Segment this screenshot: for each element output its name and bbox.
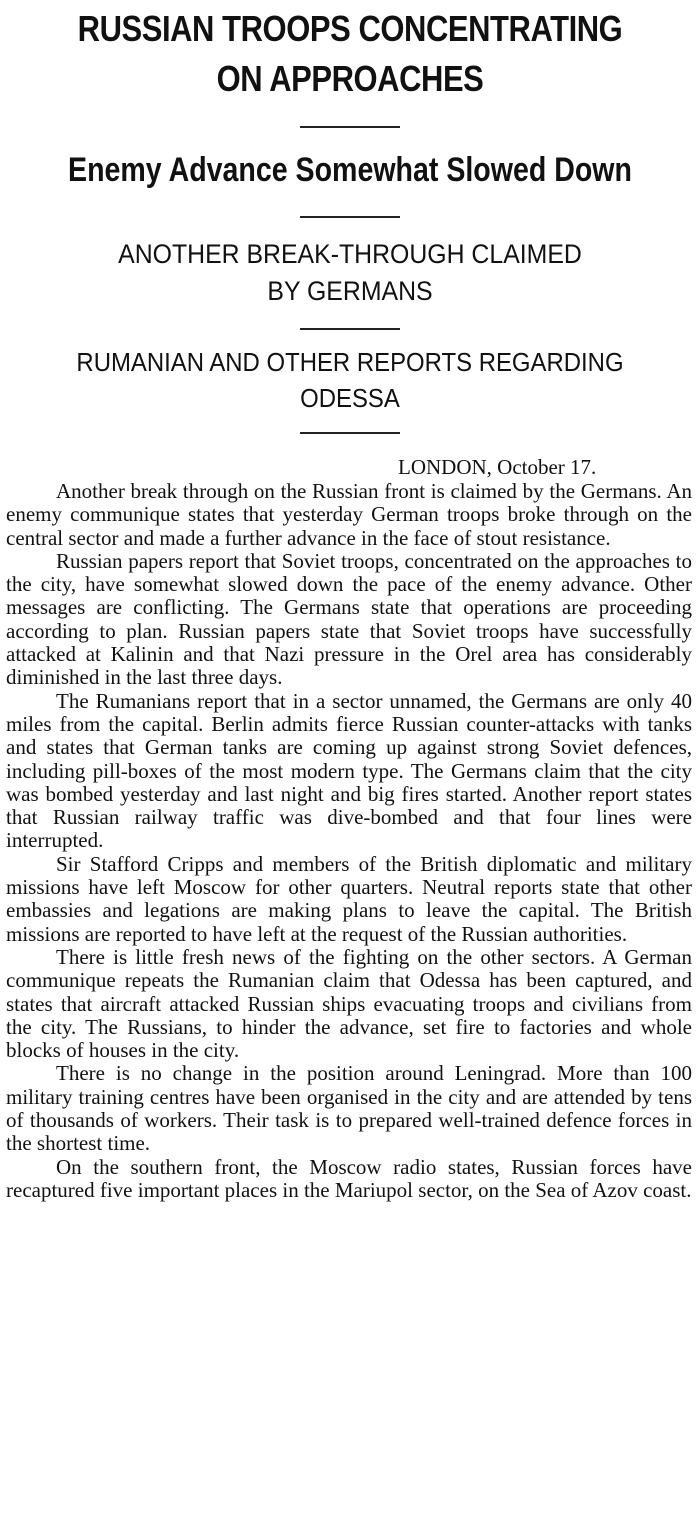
paragraph-6: There is no change in the position around Leningrad. More than 100 military training centres have been organised in the city and are attended by tens of thousands of workers. Their task is to prepared well-trained defence forces in the shortest time. [6,1061,692,1156]
divider-rule [300,328,400,330]
subheadline-2-line-2: BY GERMANS [267,276,433,306]
subheadline-3-block [6,344,694,416]
paragraph-2: Russian papers report that Soviet troops, concentrated on the approaches to the city, have somewhat slowed down the pace of the enemy advance. Other messages are conflicting. The Germans state that operations are proceeding according to plan. Russian papers state that Soviet troops have successfully attacked at Kalinin and that Nazi pressure in the Orel area has considerably diminished in the last three days. [6,548,692,690]
divider-rule [300,216,400,218]
divider-rule [300,432,400,434]
dateline: LONDON, October 17. [398,455,597,479]
article-body [6,454,694,1202]
subheadline-2-line-1: ANOTHER BREAK-THROUGH CLAIMED [118,239,582,269]
headline-line-2: ON APPROACHES [216,58,484,99]
divider-rule [300,126,400,128]
subheadline-3-line-1: RUMANIAN AND OTHER REPORTS REGARDING [76,347,624,377]
subheadline-2-block [6,236,694,310]
headline-line-1: RUSSIAN TROOPS CONCENTRATING [77,8,623,49]
paragraph-5: There is little fresh news of the fighting on the other sectors. A German communique repeats the Rumanian claim that Odessa has been captured, and states that aircraft attacked Russian ships evacuating troops and civilians from the city. The Russians, to hinder the advance, set fire to factories and whole blocks of houses in the city. [6,944,692,1063]
subheadline-3-line-2: ODESSA [300,383,400,413]
main-headline [6,0,694,104]
paragraph-1: Another break through on the Russian front is claimed by the Germans. An enemy communique states that yesterday German troops broke through on the central sector and made a further advance in the face of stout resistance. [6,479,692,550]
subheadline-1: Enemy Advance Somewhat Slowed Down [68,151,632,189]
paragraph-7: On the southern front, the Moscow radio states, Russian forces have recaptured five important places in the Mariupol sector, on the Sea of Azov coast. [6,1154,692,1202]
paragraph-3: The Rumanians report that in a sector unnamed, the Germans are only 40 miles from the capital. Berlin admits fierce Russian counter-attacks with tanks and states that German tanks are coming up against strong Soviet defences, including pill-boxes of the most modern type. The Germans claim that the city was bombed yesterday and last night and big fires started. Another report states that Russian railway traffic was dive-bombed and that four lines were interrupted. [6,688,692,853]
paragraph-4: Sir Stafford Cripps and members of the British diplomatic and military missions have left Moscow for other quarters. Neutral reports state that other embassies and legations are making plans to leave the capital. The British missions are reported to have left at the request of the Russian authorities. [6,851,692,946]
subheadline-1-block [6,148,694,192]
